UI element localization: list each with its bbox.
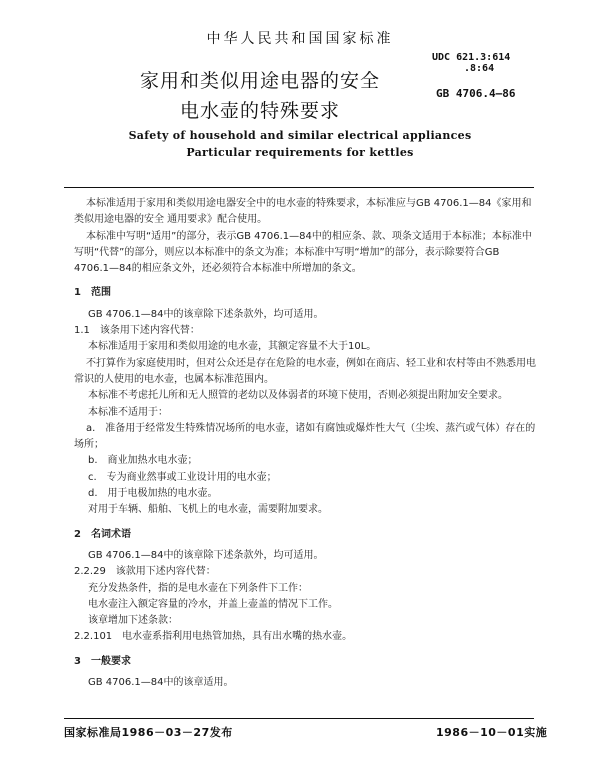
top-divider [64,187,534,188]
section-1-line: GB 4706.1—84中的该章除下述条款外，均可适用。 [88,308,324,320]
section-1-line: 本标准不适用于： [88,406,168,418]
section-2-line: 充分发热条件，指的是电水壶在下列条件下工作： [88,582,308,594]
implementation-date: 1986－10－01实施 [436,726,548,739]
udc-line2: .8:64 [464,63,495,74]
section-2-line: 该章增加下述条款： [88,615,178,627]
section-1-line: 本标准适用于家用和类似用途的电水壶，其额定容量不大于10L。 [88,341,377,353]
section-1-line: 不打算作为家庭使用时，但对公众还是存在危险的电水壶，例如在商店、轻工业和农村等由不熟悉用电常识的人使用的电水壶，也属本标准范围内。 [74,357,536,385]
section-3-heading: 3 一般要求 [74,655,131,667]
title-chinese-line1: 家用和类似用途电器的安全 [140,70,381,92]
section-2-clause: 2.2.101 电水壶系指利用电热管加热，具有出水嘴的热水壶。 [74,631,353,643]
gb-standard-code: GB 4706.4—86 [436,87,516,100]
document-body [74,196,536,691]
intro-paragraph-2: 本标准中写明“适用”的部分，表示GB 4706.1—84中的相应条、款、项条文适用于本标准；本标准中写明“代替”的部分，则应以本标准中的条文为准；本标准中写明“增加”的部分，表示除要符合GB 4706.1—84的相应条文外，还必须符合本标准中所增加的条文。 [74,230,532,275]
country-standard-heading: 中华人民共和国国家标准 [206,31,394,47]
udc-code [432,52,510,74]
title-chinese-line2: 电水壶的特殊要求 [179,100,340,122]
section-2-line: GB 4706.1—84中的该章除下述条款外，均可适用。 [88,549,324,561]
section-1-line: 本标准不考虑托儿所和无人照管的老幼以及体弱者的环境下使用，否则必须提出附加安全要求。 [88,390,508,402]
intro-paragraph-1: 本标准适用于家用和类似用途电器安全中的电水壶的特殊要求，本标准应与GB 4706.1—84《家用和类似用途电器的安全 通用要求》配合使用。 [74,198,532,226]
section-1-item-a: a. 准备用于经常发生特殊情况场所的电水壶，诸如有腐蚀或爆炸性大气（尘埃、蒸汽或气体）存在的场所； [74,422,536,451]
section-2-line: 电水壶注入额定容量的冷水，并盖上壶盖的情况下工作。 [88,598,338,610]
udc-line1: UDC 621.3:614 [432,52,511,63]
section-2-heading: 2 名词术语 [74,528,131,540]
section-1-item-b: b. 商业加热水电水壶； [88,455,198,467]
issue-date: 国家标准局1986－03－27发布 [64,726,233,739]
section-2-clause: 2.2.29 该款用下述内容代替： [74,566,216,578]
bottom-divider [64,718,534,719]
title-english-line2: Particular requirements for kettles [186,146,414,159]
section-1-item-d: d. 用于电极加热的电水壶。 [88,488,218,500]
section-1-item-c: c. 专为商业然事或工业设计用的电水壶； [88,471,277,483]
section-1-heading: 1 范围 [74,287,111,299]
section-1-clause: 1.1 该条用下述内容代替： [74,325,200,337]
section-1-line: 对用于车辆、船舶、飞机上的电水壶，需要附加要求。 [88,504,328,516]
title-english-line1: Safety of household and similar electrical appliances [128,129,472,142]
section-3-line: GB 4706.1—84中的该章适用。 [88,677,234,689]
